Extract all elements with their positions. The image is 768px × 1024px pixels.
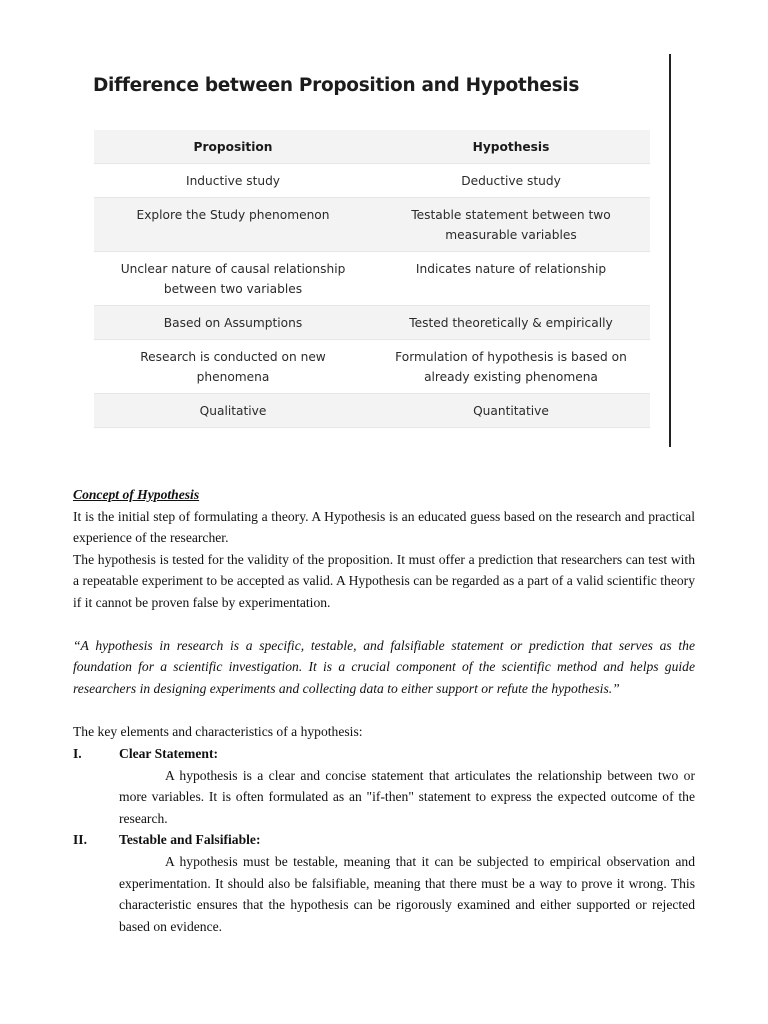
figure-border-line xyxy=(669,54,671,447)
proposition-cell: Qualitative xyxy=(94,393,372,427)
hypothesis-cell: Formulation of hypothesis is based on already existing phenomena xyxy=(372,339,650,393)
proposition-cell: Inductive study xyxy=(94,163,372,197)
list-item-body: A hypothesis must be testable, meaning that it can be subjected to empirical observation and experimentation. It should also be falsifiable, meaning that there must be a way to prove it wrong. This characteristic ensures that the hypothesis can be rigorously examined and either supported or rejected based on evidence. xyxy=(119,853,695,934)
table-row xyxy=(94,251,650,305)
header-hypothesis: Hypothesis xyxy=(372,130,650,163)
list-item-body: A hypothesis is a clear and concise statement that articulates the relationship between two or more variables. It is often formulated as an "if-then" statement to express the expected outcome of the research. xyxy=(119,767,695,826)
header-proposition: Proposition xyxy=(94,130,372,163)
definition-quote: “A hypothesis in research is a specific, testable, and falsifiable statement or prediction that serves as the foundation for a scientific investigation. It is a crucial component of the scientific method and helps guide researchers in designing experiments and collecting data to either support or refute the hypothesis.” xyxy=(73,637,695,696)
table-header-row xyxy=(94,130,650,163)
list-item-title: Testable and Falsifiable: xyxy=(119,832,261,848)
document-body xyxy=(73,484,695,937)
list-item-heading xyxy=(73,743,695,765)
proposition-cell: Explore the Study phenomenon xyxy=(94,197,372,251)
section-heading: Concept of Hypothesis xyxy=(73,487,200,502)
list-item-title: Clear Statement: xyxy=(119,745,219,761)
comparison-figure xyxy=(73,55,671,447)
list-item-number: II. xyxy=(73,832,87,848)
hypothesis-cell: Quantitative xyxy=(372,393,650,427)
hypothesis-cell: Testable statement between two measurable variables xyxy=(372,197,650,251)
hypothesis-cell: Deductive study xyxy=(372,163,650,197)
comparison-table xyxy=(94,130,650,428)
table-row xyxy=(94,305,650,339)
proposition-cell: Research is conducted on new phenomena xyxy=(94,339,372,393)
table-row xyxy=(94,163,650,197)
proposition-cell: Based on Assumptions xyxy=(94,305,372,339)
table-row xyxy=(94,339,650,393)
list-intro: The key elements and characteristics of a hypothesis: xyxy=(73,724,363,740)
list-item-number: I. xyxy=(73,745,82,761)
paragraph: It is the initial step of formulating a theory. A Hypothesis is an educated guess based on the research and practical experience of the researcher. xyxy=(73,508,695,546)
table-row xyxy=(94,197,650,251)
proposition-cell: Unclear nature of causal relationship between two variables xyxy=(94,251,372,305)
figure-title: Difference between Proposition and Hypothesis xyxy=(93,75,580,96)
list-item-heading xyxy=(73,829,695,851)
paragraph: The hypothesis is tested for the validity of the proposition. It must offer a prediction that researchers can test with a repeatable experiment to be accepted as valid. A Hypothesis can be regarded as a part of a valid scientific theory if it cannot be proven false by experimentation. xyxy=(73,551,695,610)
table-row xyxy=(94,393,650,427)
hypothesis-cell: Indicates nature of relationship xyxy=(372,251,650,305)
hypothesis-cell: Tested theoretically & empirically xyxy=(372,305,650,339)
